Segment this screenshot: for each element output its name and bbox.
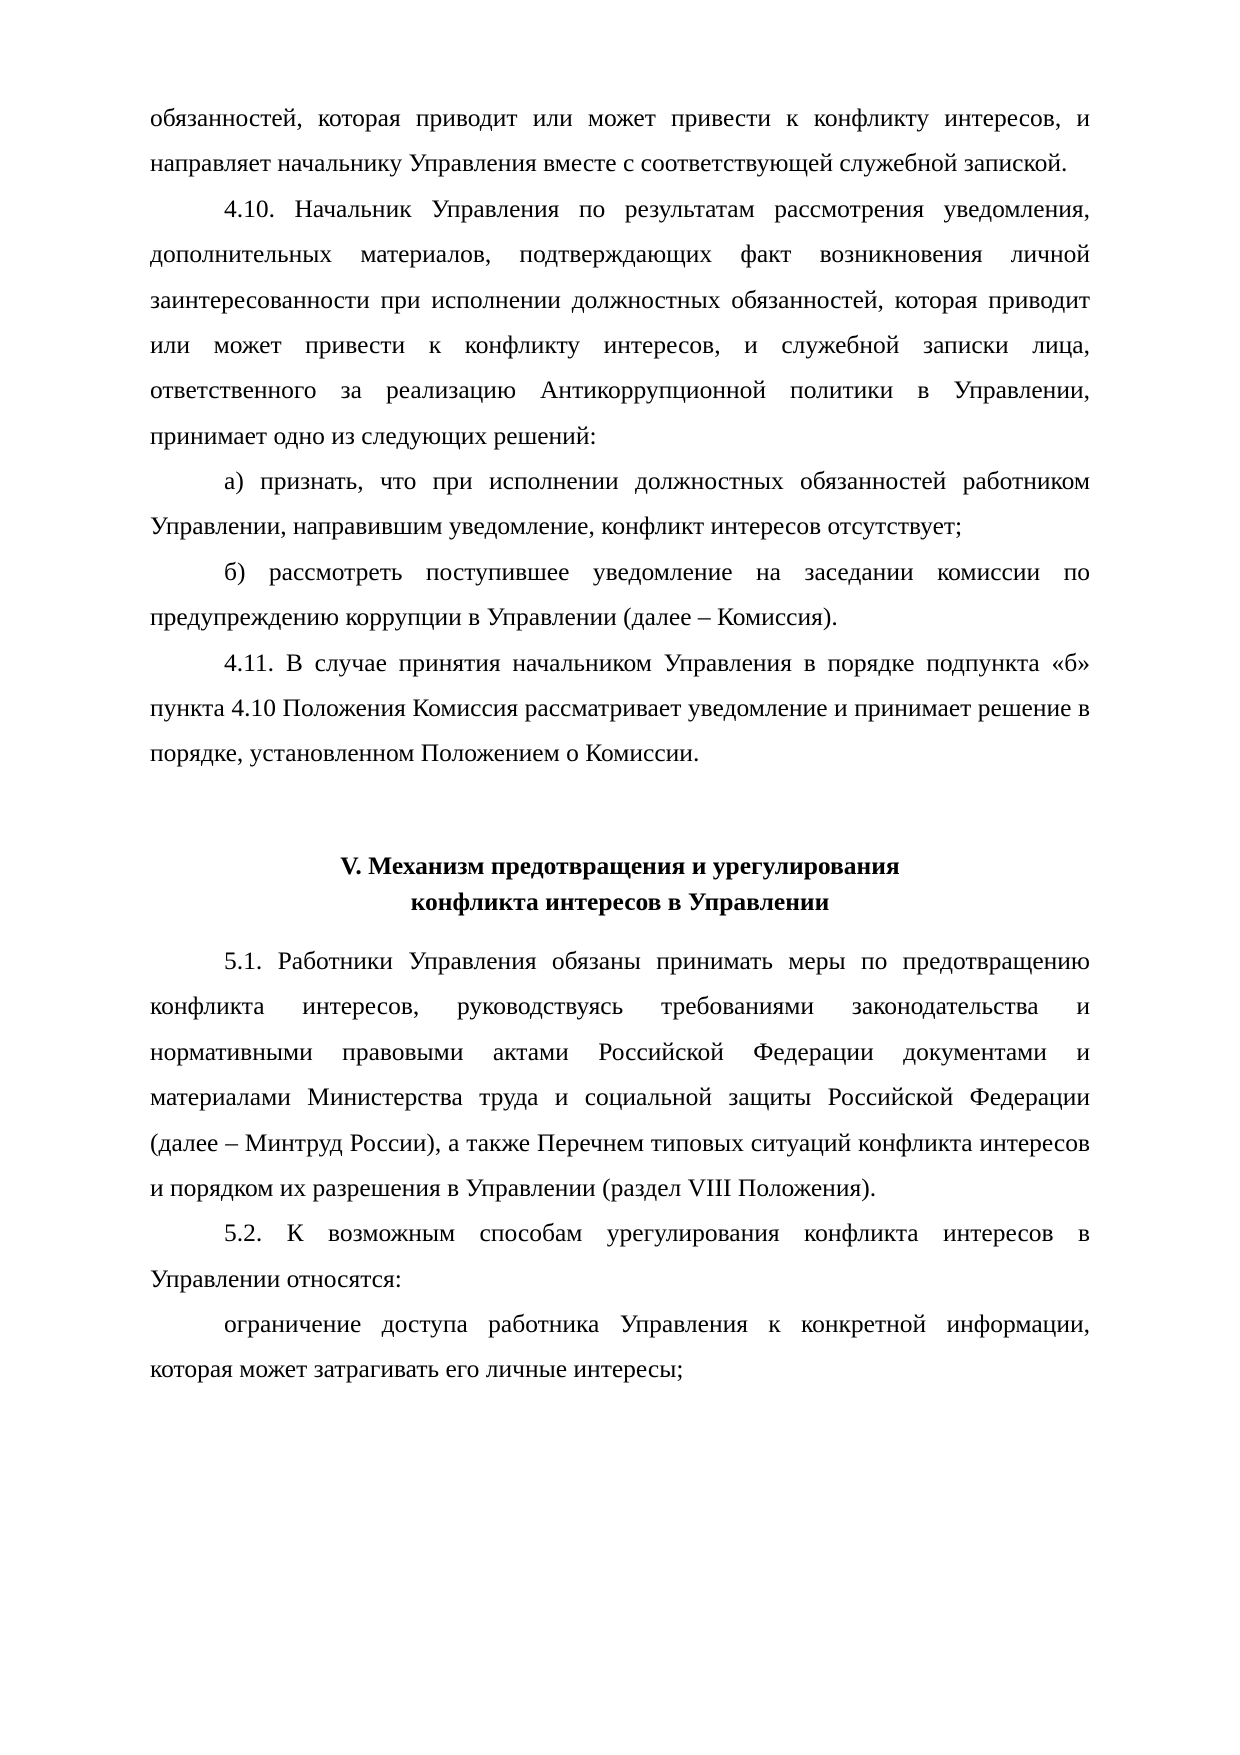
section-heading-line-1: V. Механизм предотвращения и урегулирования — [340, 850, 900, 880]
paragraph-continuation: обязанностей, которая приводит или может привести к конфликту интересов, и направляет начальнику Управления вместе с соответствующей служебной запиской. — [150, 103, 1090, 178]
paragraph-4-10: 4.10. Начальник Управления по результатам рассмотрения уведомления, дополнительных материалов, подтверждающих факт возникновения личной заинтересованности при исполнении должностных обязанностей, которая приводит или может привести к конфликту интересов, и служебной записки лица, ответственного за реализацию Антикоррупционной политики в Управлении, принимает одно из следующих решений: — [150, 193, 1090, 450]
paragraph-item-a: а) признать, что при исполнении должностных обязанностей работником Управлении, направившим уведомление, конфликт интересов отсутствует; — [150, 466, 1090, 541]
paragraph-4-11: 4.11. В случае принятия начальником Управления в порядке подпункта «б» пункта 4.10 Положения Комиссия рассматривает уведомление и принимает решение в порядке, установленном Положением о Комиссии. — [150, 647, 1090, 768]
section-heading-line-2: конфликта интересов в Управлении — [410, 886, 830, 916]
document-body — [150, 95, 1090, 1392]
paragraph-5-1: 5.1. Работники Управления обязаны принимать меры по предотвращению конфликта интересов, руководствуясь требованиями законодательства и нормативными правовыми актами Российской Федерации документами и материалами Министерства труда и социальной защиты Российской Федерации (далее – Минтруд России), а также Перечнем типовых ситуаций конфликта интересов и порядком их разрешения в Управлении (раздел VIII Положения). — [150, 946, 1090, 1202]
paragraph-5-2: 5.2. К возможным способам урегулирования конфликта интересов в Управлении относятся: — [150, 1218, 1090, 1293]
paragraph-5-2-item-1: ограничение доступа работника Управления к конкретной информации, которая может затрагивать его личные интересы; — [150, 1309, 1090, 1384]
paragraph-item-b: б) рассмотреть поступившее уведомление на заседании комиссии по предупреждению коррупции в Управлении (далее – Комиссия). — [150, 556, 1090, 632]
section-heading — [150, 848, 1090, 920]
